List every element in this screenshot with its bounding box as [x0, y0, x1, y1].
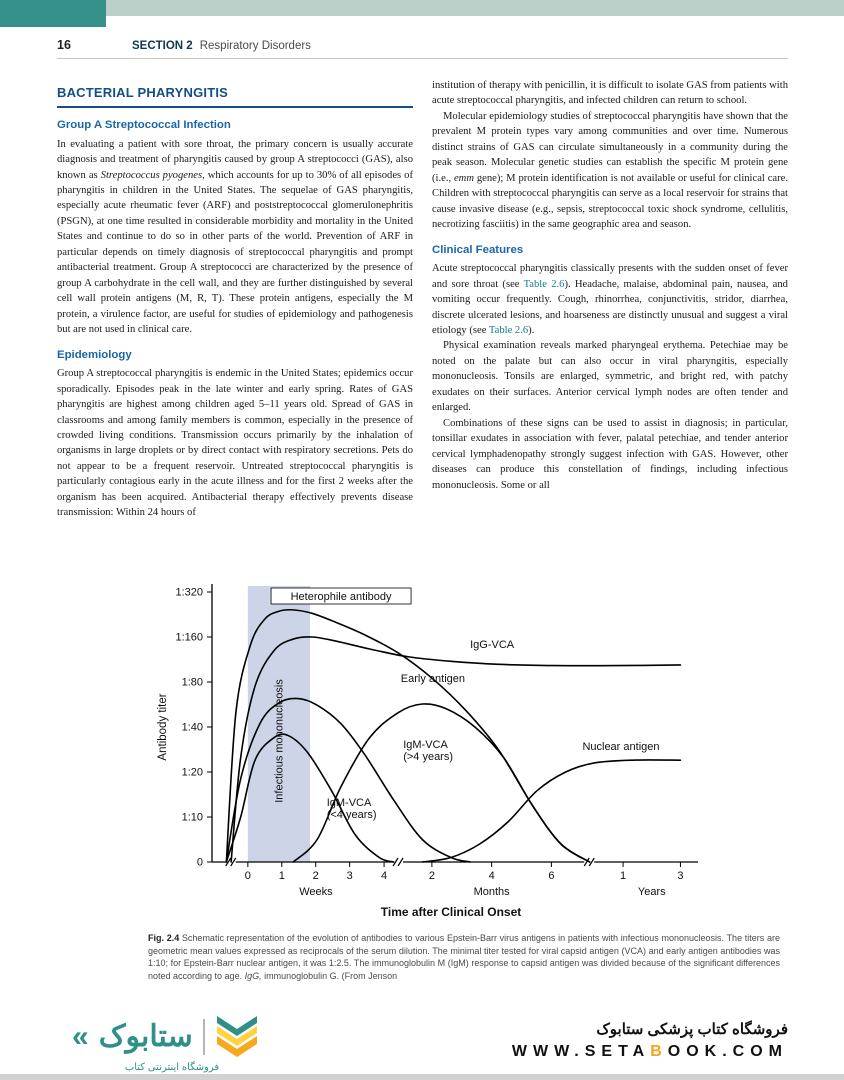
paragraph-molecular-epi: [432, 109, 788, 233]
logo-wordmark: ستابوک: [98, 1020, 193, 1053]
paragraph-clinical-presentation: [432, 261, 788, 338]
logo-guillemet-mark: «: [72, 1020, 89, 1053]
paragraph-text: ). Headache, malaise, abdominal pain, nausea, and vomiting occur frequently. Cough, rhinorrhea, conjunctivitis, stridor, diarrhea, discrete ulcerated lesions, and hoarseness are distinctly unusual and suggest a viral etiology (see: [432, 278, 788, 336]
svg-text:(>4 years): (>4 years): [403, 751, 454, 763]
figure-caption-italic: IgG,: [244, 970, 262, 981]
figure-caption-label: Fig. 2.4: [148, 933, 180, 943]
figure-2-4-chart: [140, 576, 760, 928]
svg-text:3: 3: [346, 870, 353, 882]
right-column: [432, 78, 788, 521]
paragraph-text: Molecular epidemiology studies of streptococcal pharyngitis have shown that the prevalent M protein types vary among communities and over time. Numerous distinct strains of GAS can circulate simultaneously in a community during the peak season. Molecular genetic studies can establish the specific M protein gene (i.e.,: [432, 110, 788, 184]
left-column: [57, 78, 413, 521]
subheading-group-a-strep: Group A Streptococcal Infection: [57, 118, 231, 131]
article-columns: [57, 78, 789, 521]
url-text: OOK.COM: [667, 1043, 788, 1060]
svg-text:4: 4: [488, 870, 495, 882]
paragraph-text: gene); M protein identification is not available or useful for clinical care. Children with streptococcal pharyngitis can serve as a local reservoir for strains that cause invasive disease (e.g., sepsis, streptococcal toxic shock syndrome, cellulitis, necrotizing fasciitis) in the same geographic area and season.: [432, 172, 788, 231]
logo-subtitle: فروشگاه اینترنتی کتاب: [124, 1062, 220, 1073]
svg-text:4: 4: [381, 870, 388, 882]
setabook-logo: [72, 1016, 272, 1073]
svg-text:Time after Clinical Onset: Time after Clinical Onset: [380, 905, 522, 919]
header-rule: [57, 58, 788, 59]
chevron-stack-icon: [215, 1016, 259, 1058]
figure-caption-text: immunoglobulin G. (From Jenson: [261, 970, 398, 981]
svg-text:1: 1: [620, 870, 627, 882]
svg-text:Early antigen: Early antigen: [400, 673, 466, 685]
subheading-epidemiology: Epidemiology: [57, 348, 132, 361]
header-band-light: [0, 0, 844, 16]
chapter-heading: BACTERIAL PHARYNGITIS: [57, 84, 413, 108]
header-band-dark: [0, 0, 106, 27]
svg-text:Nuclear antigen: Nuclear antigen: [582, 741, 660, 753]
page-number: 16: [57, 38, 71, 52]
paragraph-text: In evaluating a patient with sore throat, the primary concern is usually accurate diagnosis and treatment of pharyngitis caused by group A streptococci (GAS), also known as: [57, 138, 413, 181]
svg-text:(<4 years): (<4 years): [326, 809, 377, 821]
subheading-clinical-features: Clinical Features: [432, 243, 524, 256]
svg-text:2: 2: [312, 870, 319, 882]
paragraph-sign-combinations: Combinations of these signs can be used to assist in diagnosis; in particular, tonsillar exudates in association with fever, palatal petechiae, and tender anterior cervical lymphadenopathy strongly suggest infection with GAS. However, other diseases can produce this constellation of findings, including infectious mononucleosis. Some or all: [432, 417, 788, 491]
paragraph-text: Acute streptococcal pharyngitis classically presents with the sudden onset of fever and sore throat (see: [432, 263, 788, 290]
svg-text:Infectious mononucleosis: Infectious mononucleosis: [273, 679, 286, 803]
svg-text:Antibody titer: Antibody titer: [157, 693, 169, 761]
svg-text:1:20: 1:20: [181, 766, 203, 779]
svg-text:IgG-VCA: IgG-VCA: [470, 639, 515, 651]
svg-text:2: 2: [428, 870, 435, 882]
paragraph-physical-exam: Physical examination reveals marked pharyngeal erythema. Petechiae may be noted on the palate but can also occur in viral pharyngitis, especially mononucleosis. Tonsils are enlarged, symmetric, and bright red, with patchy exudates on their surfaces. Anterior cervical lymph nodes are often tender and enlarged.: [432, 340, 788, 414]
svg-text:0: 0: [196, 856, 203, 869]
url-accent-letter: B: [650, 1043, 668, 1060]
section-title: Respiratory Disorders: [199, 40, 311, 52]
svg-text:3: 3: [677, 870, 684, 882]
svg-text:6: 6: [548, 870, 555, 882]
running-header: [57, 38, 788, 52]
svg-text:0: 0: [244, 870, 251, 882]
paragraph-group-a-strep: [57, 137, 413, 338]
paragraph-text: , which accounts for up to 30% of all episodes of pharyngitis in children in the United States. The sequelae of GAS pharyngitis, especially acute rheumatic fever (ARF) and poststreptococcal glomerulonephritis (PSGN), at one time resulted in considerable morbidity and mortality in the United States and continue to do so in other parts of the world. Prevention of ARF in particular depends on timely diagnosis of streptococcal pharyngitis and prompt antibacterial treatment. Group A streptococci are characterized by the presence of group A carbohydrate in the cell wall, and they are further distinguished by several cell wall protein antigens (M, R, T). These protein antigens, especially the M protein, a virulence factor, are useful for studies of epidemiology and pathogenesis but are not used in clinical care.: [57, 169, 413, 336]
svg-text:1:320: 1:320: [175, 586, 203, 599]
logo-divider: [203, 1019, 205, 1055]
paragraph-epidemiology: Group A streptococcal pharyngitis is endemic in the United States; epidemics occur sporadically. Episodes peak in the late winter and early spring. Rates of GAS pharyngitis are highest among children aged 5–11 years old. Spread of GAS in classrooms and among family members is common, especially in the presence of crowded living conditions. Transmission occurs primarily by the inhalation of organisms in large droplets or by direct contact with respiratory secretions. Pets do not appear to be a frequent reservoir. Untreated streptococcal pharyngitis is particularly contagious early in the acute illness and for the first 2 weeks after the organism has been acquired. Antibacterial therapy effectively prevents disease transmission: Within 24 hours of: [57, 368, 413, 519]
svg-text:1:80: 1:80: [181, 676, 203, 689]
svg-text:IgM-VCA: IgM-VCA: [326, 797, 372, 809]
bookstore-name-farsi: فروشگاه کتاب پزشکی ستابوک: [596, 1021, 788, 1038]
section-label: SECTION 2: [132, 40, 193, 52]
svg-text:Months: Months: [473, 886, 510, 898]
species-name-italic: Streptococcus pyogenes: [100, 169, 203, 181]
figure-caption-text: Schematic representation of the evolution of antibodies to various Epstein-Barr virus antigens in patients with infectious mononucleosis. The titers are geometric mean values expressed as reciprocals of the serum dilution. The minimal titer tested for viral capsid antigen (VCA) and early antigen antibodies was 1:10; for Epstein-Barr nuclear antigen, it was 1:2.5. The immunoglobulin M (IgM) response to capsid antigen was divided because of the significant differences noted according to age.: [148, 933, 780, 981]
svg-text:1:40: 1:40: [181, 721, 203, 734]
svg-text:Years: Years: [637, 886, 666, 898]
table-2-6-link[interactable]: Table 2.6: [488, 324, 529, 336]
table-2-6-link[interactable]: Table 2.6: [523, 278, 565, 290]
bookstore-footer: [0, 1008, 844, 1080]
svg-text:1:10: 1:10: [181, 811, 203, 824]
gene-name-italic: emm: [453, 172, 474, 184]
bookstore-url[interactable]: [512, 1043, 788, 1061]
figure-chart-svg: [140, 576, 760, 928]
svg-text:1: 1: [278, 870, 285, 882]
svg-text:IgM-VCA: IgM-VCA: [403, 739, 448, 751]
footer-right-block: [512, 1020, 788, 1061]
bottom-strip: [0, 1074, 844, 1080]
paragraph-continuation: institution of therapy with penicillin, it is difficult to isolate GAS from patients with acute streptococcal pharyngitis, and infected children can return to school.: [432, 80, 788, 107]
svg-text:1:160: 1:160: [175, 631, 203, 644]
figure-caption: [148, 932, 780, 982]
svg-text:Weeks: Weeks: [299, 886, 333, 898]
paragraph-text: ).: [528, 324, 535, 336]
url-text: WWW.SETA: [511, 1043, 651, 1060]
svg-text:Heterophile antibody: Heterophile antibody: [290, 591, 392, 603]
